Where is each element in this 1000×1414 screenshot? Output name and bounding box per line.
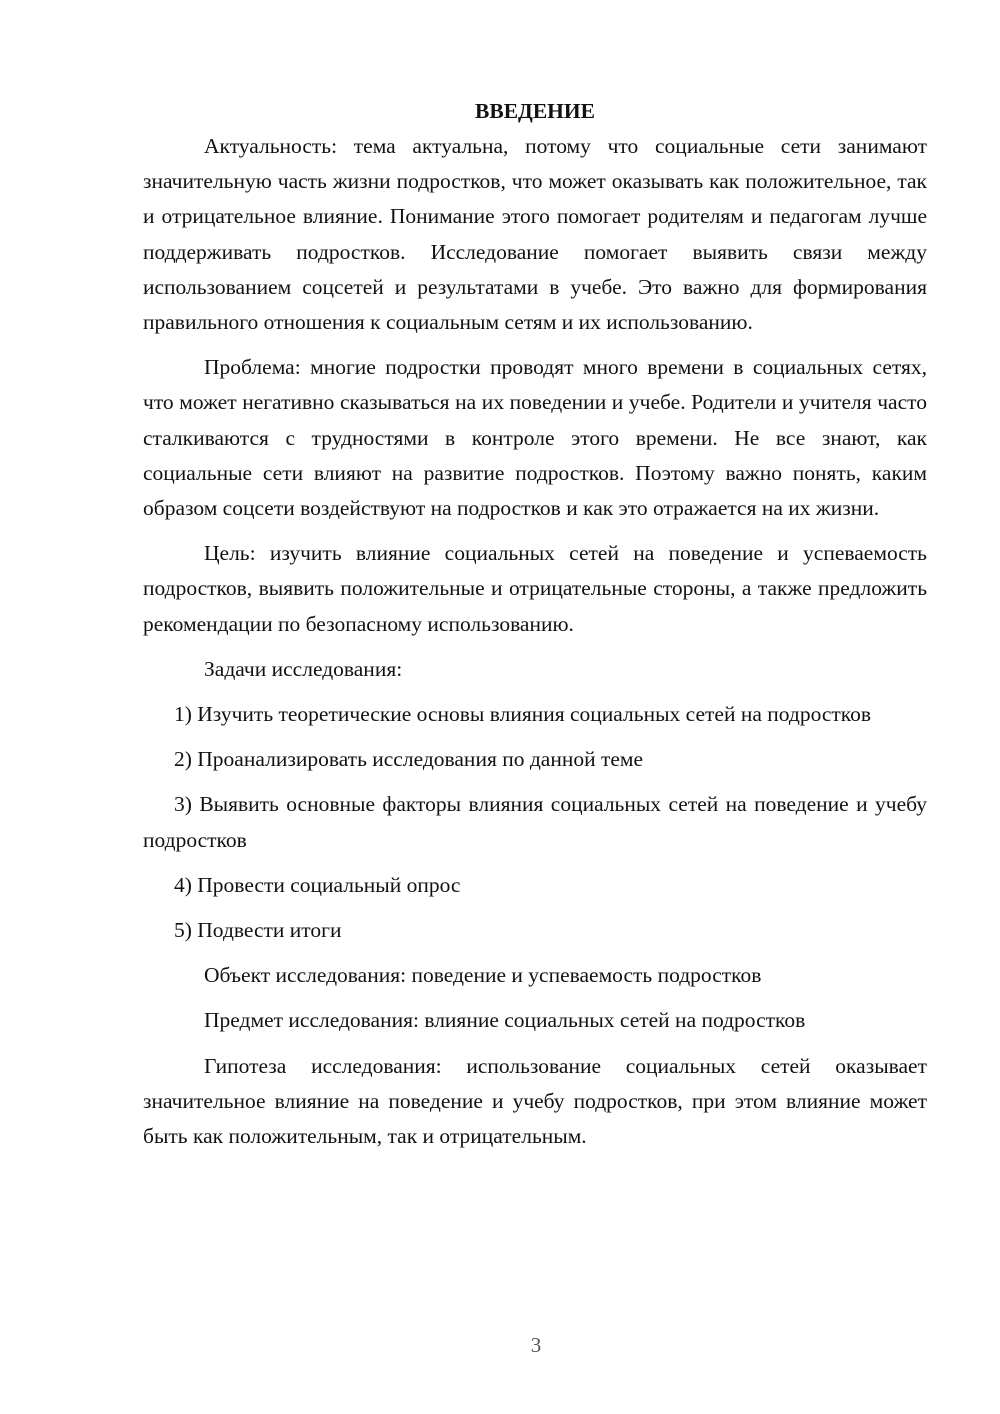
problem-paragraph: Проблема: многие подростки проводят много времени в социальных сетях, что может негативно сказываться на их поведении и учебе. Родители и учителя часто сталкиваются с трудностями в контроле этого времени. Не все знают, как социальные сети влияют на развитие подростков. Поэтому важно понять, каким образом соцсети воздействуют на подростков и как это отражается на их жизни. — [143, 355, 927, 521]
section-heading: ВВЕДЕНИЕ — [475, 99, 595, 123]
object-paragraph: Объект исследования: поведение и успеваемость подростков — [204, 963, 762, 988]
task-item: 3) Выявить основные факторы влияния социальных сетей на поведение и учебу подростков — [143, 792, 927, 852]
relevance-paragraph: Актуальность: тема актуальна, потому что социальные сети занимают значительную часть жизни подростков, что может оказывать как положительное, так и отрицательное влияние. Понимание этого помогает родителям и педагогам лучше поддерживать подростков. Исследование помогает выявить связи между использованием соцсетей и результатами в учебе. Это важно для формирования правильного отношения к социальным сетям и их использованию. — [143, 134, 927, 335]
subject-paragraph: Предмет исследования: влияние социальных сетей на подростков — [204, 1008, 806, 1033]
page-number: 3 — [530, 1333, 542, 1357]
tasks-title: Задачи исследования: — [204, 656, 403, 681]
task-item: 5) Подвести итоги — [174, 918, 342, 943]
task-item: 4) Провести социальный опрос — [174, 872, 461, 897]
task-item: 2) Проанализировать исследования по данной теме — [174, 747, 644, 772]
goal-paragraph: Цель: изучить влияние социальных сетей на поведение и успеваемость подростков, выявить положительные и отрицательные стороны, а также предложить рекомендации по безопасному использованию. — [143, 541, 927, 636]
hypothesis-paragraph: Гипотеза исследования: использование социальных сетей оказывает значительное влияние на поведение и учебу подростков, при этом влияние может быть как положительным, так и отрицательным. — [143, 1053, 927, 1149]
page-content — [143, 94, 927, 1154]
task-item: 1) Изучить теоретические основы влияния социальных сетей на подростков — [174, 702, 872, 727]
